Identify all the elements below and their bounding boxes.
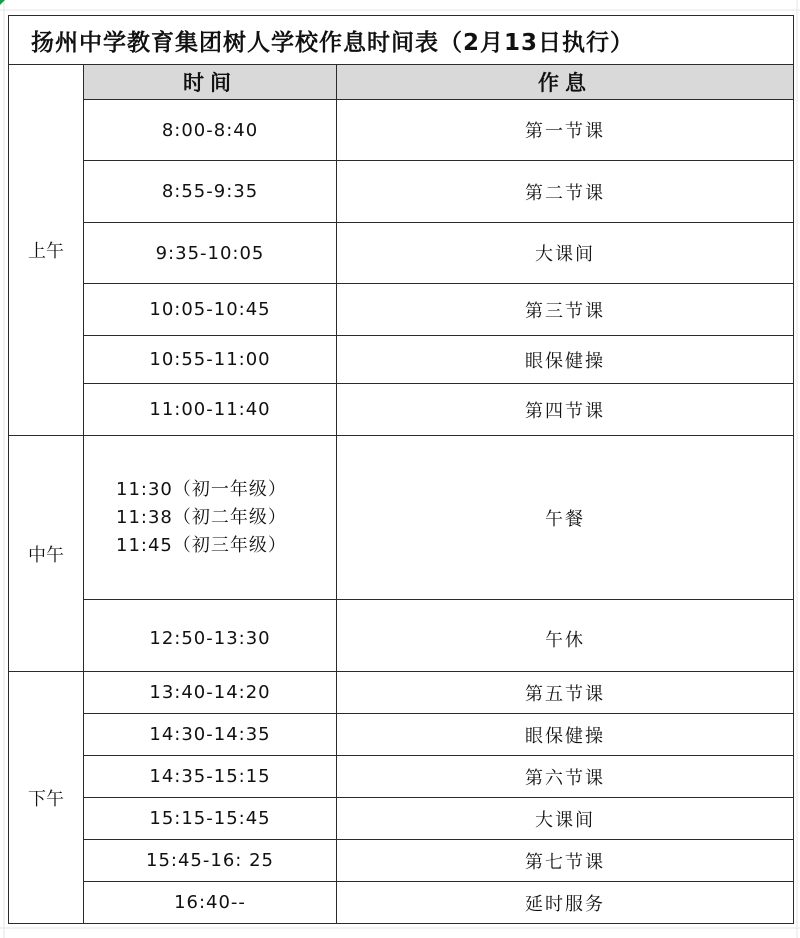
period-afternoon: 下午 — [9, 672, 84, 924]
activity-cell: 第六节课 — [337, 756, 794, 798]
lunch-time-cell — [84, 436, 337, 600]
time-cell: 14:30-14:35 — [84, 714, 337, 756]
table-row — [9, 756, 794, 798]
activity-cell: 眼保健操 — [337, 336, 794, 384]
table-row — [9, 100, 794, 161]
table-row — [9, 336, 794, 384]
schedule-table — [8, 15, 794, 924]
activity-cell: 第四节课 — [337, 384, 794, 436]
time-cell: 8:55-9:35 — [84, 161, 337, 223]
header-time: 时间 — [84, 65, 337, 100]
activity-cell: 延时服务 — [337, 882, 794, 924]
activity-cell: 大课间 — [337, 223, 794, 284]
table-row — [9, 161, 794, 223]
header-activity: 作息 — [337, 65, 794, 100]
period-noon: 中午 — [9, 436, 84, 672]
lunch-time-grade-2: 11:38（初二年级） — [116, 506, 287, 528]
lunch-time-grade-1: 11:30（初一年级） — [116, 478, 287, 500]
table-row — [9, 284, 794, 336]
time-cell: 14:35-15:15 — [84, 756, 337, 798]
table-row — [9, 840, 794, 882]
table-row — [9, 672, 794, 714]
activity-cell: 大课间 — [337, 798, 794, 840]
table-row — [9, 798, 794, 840]
page-title: 扬州中学教育集团树人学校作息时间表（2月13日执行） — [9, 16, 794, 65]
activity-cell: 第五节课 — [337, 672, 794, 714]
time-cell: 10:55-11:00 — [84, 336, 337, 384]
activity-cell: 午休 — [337, 600, 794, 672]
time-cell: 13:40-14:20 — [84, 672, 337, 714]
title-row — [9, 16, 794, 65]
table-row — [9, 384, 794, 436]
table-row — [9, 223, 794, 284]
time-cell: 8:00-8:40 — [84, 100, 337, 161]
activity-cell: 午餐 — [337, 436, 794, 600]
table-row — [9, 882, 794, 924]
activity-cell: 眼保健操 — [337, 714, 794, 756]
period-morning: 上午 — [9, 65, 84, 436]
time-cell: 11:00-11:40 — [84, 384, 337, 436]
time-cell: 9:35-10:05 — [84, 223, 337, 284]
active-cell-marker — [0, 0, 5, 5]
time-cell: 12:50-13:30 — [84, 600, 337, 672]
time-cell: 10:05-10:45 — [84, 284, 337, 336]
time-cell: 15:15-15:45 — [84, 798, 337, 840]
lunch-time-grade-3: 11:45（初三年级） — [116, 534, 287, 556]
activity-cell: 第三节课 — [337, 284, 794, 336]
time-cell: 15:45-16: 25 — [84, 840, 337, 882]
table-row — [9, 436, 794, 600]
table-row — [9, 714, 794, 756]
activity-cell: 第一节课 — [337, 100, 794, 161]
time-cell: 16:40-- — [84, 882, 337, 924]
activity-cell: 第二节课 — [337, 161, 794, 223]
activity-cell: 第七节课 — [337, 840, 794, 882]
table-row — [9, 600, 794, 672]
header-row — [9, 65, 794, 100]
